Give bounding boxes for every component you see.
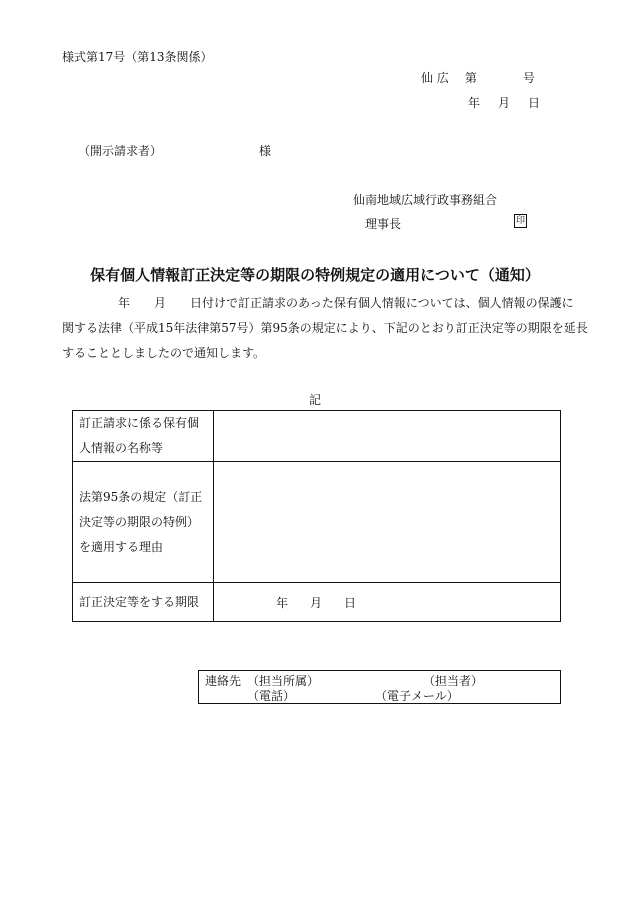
contact-department: （担当所属） xyxy=(247,674,320,688)
seal-mark: 印 xyxy=(515,216,525,226)
body-year: 年 xyxy=(118,296,131,310)
deadline-year: 年 xyxy=(276,595,289,610)
form-number: 様式第17号（第13条関係） xyxy=(62,50,213,64)
body-line-1 xyxy=(62,294,574,311)
deadline-field[interactable] xyxy=(214,583,561,622)
sender-title: 理事長 xyxy=(365,217,402,231)
row-label-line: 法第95条の規定（訂正 xyxy=(79,489,203,504)
row-label-line: を適用する理由 xyxy=(79,539,164,554)
row-label-line: 決定等の期限の特例） xyxy=(79,514,200,529)
contact-email: （電子メール） xyxy=(375,689,459,703)
contact-box xyxy=(198,670,561,704)
addressee-honorific: 様 xyxy=(259,144,272,158)
row-label-information-name xyxy=(73,411,214,462)
table-row xyxy=(73,462,561,583)
contact-label: 連絡先 xyxy=(205,674,242,688)
issue-date-day: 日 xyxy=(528,96,541,110)
doc-number-go: 号 xyxy=(522,71,535,85)
ki-heading: 記 xyxy=(308,393,321,407)
issue-date-month: 月 xyxy=(498,96,511,110)
body-line-1-text: 日付けで訂正請求のあった保有個人情報については、個人情報の保護に xyxy=(190,296,574,310)
body-line-3: することとしましたので通知します。 xyxy=(62,346,266,360)
information-name-field[interactable] xyxy=(214,411,561,462)
sender-organization: 仙南地域広域行政事務組合 xyxy=(353,193,498,207)
row-label-line: 訂正請求に係る保有個 xyxy=(79,416,200,430)
doc-number-prefix: 仙 広 xyxy=(421,71,449,85)
table-row xyxy=(73,411,561,462)
body-line-2: 関する法律（平成15年法律第57号）第95条の規定により、下記のとおり訂正決定等の期限を延長 xyxy=(62,321,588,335)
contact-person: （担当者） xyxy=(423,674,484,688)
issue-date-year: 年 xyxy=(468,96,481,110)
row-label-deadline: 訂正決定等をする期限 xyxy=(73,583,214,622)
doc-number-dai: 第 xyxy=(464,71,477,85)
addressee-label: （開示請求者） xyxy=(78,144,163,158)
row-label-reason xyxy=(73,462,214,583)
deadline-day: 日 xyxy=(344,595,357,610)
deadline-month: 月 xyxy=(310,595,323,610)
contact-phone: （電話） xyxy=(247,689,296,703)
row-label-line: 人情報の名称等 xyxy=(79,441,164,455)
document-number xyxy=(421,69,535,86)
reason-field[interactable] xyxy=(214,462,561,583)
table-row xyxy=(73,583,561,622)
document-title: 保有個人情報訂正決定等の期限の特例規定の適用について（通知） xyxy=(90,266,540,284)
details-table xyxy=(72,410,561,622)
body-month: 月 xyxy=(154,296,167,310)
issue-date xyxy=(468,94,540,111)
